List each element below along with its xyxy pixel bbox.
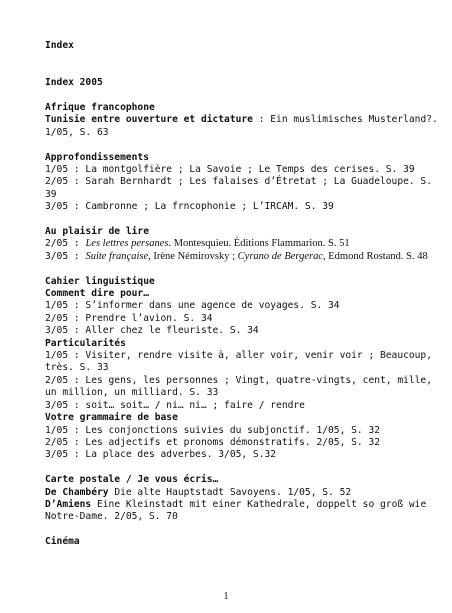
list-item: 3/05 : Cambronne ; La frncophonie ; L’IRCAM. S. 39 <box>45 201 334 213</box>
book-title: Cyrano de Bergerac <box>237 250 324 262</box>
entry-title: De Chambéry <box>45 486 109 498</box>
list-item: 2/05 : Sarah Bernhardt ; Les falaises d’Étretat ; La Guadeloupe. S. 39 <box>45 176 432 200</box>
entry-afrique: Tunisie entre ouverture et dictature : Ein muslimisches Musterland?. 1/05, S. 63 <box>45 114 438 138</box>
document-page <box>45 40 445 549</box>
list-item: 2/05 : Les adjectifs et pronoms démonstratifs. 2/05, S. 32 <box>45 436 381 448</box>
list-item: 3/05 : Suite française, Irène Némirovsky ; Cyrano de Bergerac, Edmond Rostand. S. 48 <box>45 250 428 262</box>
subheading: Votre grammaire de base <box>45 412 178 424</box>
list-item: 2/05 : Les gens, les personnes ; Vingt, quatre-vingts, cent, mille, un million, un milliard. S. 33 <box>45 374 432 399</box>
section-heading-cinema: Cinéma <box>45 536 80 548</box>
section-heading-plaisir: Au plaisir de lire <box>45 226 149 238</box>
list-item: D’Amiens Eine Kleinstadt mit einer Kathedrale, doppelt so groß wie Notre-Dame. 2/05, S. 70 <box>45 498 427 523</box>
entry-title: D’Amiens <box>45 498 92 510</box>
list-item: De Chambéry Die alte Hauptstadt Savoyens. 1/05, S. 52 <box>45 486 352 498</box>
subheading: Comment dire pour… <box>45 288 149 300</box>
list-item: 3/05 : soit… soit… / ni… ni… ; faire / rendre <box>45 399 305 411</box>
section-heading-carte: Carte postale / Je vous écris… <box>45 474 219 486</box>
list-item: 2/05 : Les lettres persanes. Montesquieu. Éditions Flammarion. S. 51 <box>45 238 350 250</box>
list-item: 3/05 : Aller chez le fleuriste. S. 34 <box>45 325 259 337</box>
index-title: Index <box>45 40 74 51</box>
list-item: 1/05 : S’informer dans une agence de voyages. S. 34 <box>45 300 340 312</box>
section-heading-cahier: Cahier linguistique <box>45 275 155 287</box>
book-title: Les lettres persanes <box>85 238 169 250</box>
list-item: 3/05 : La place des adverbes. 3/05, S.32 <box>45 449 277 461</box>
entry-title: Tunisie entre ouverture et dictature <box>45 114 253 126</box>
section-heading-afrique: Afrique francophone <box>45 101 155 113</box>
section-heading-approfondissements: Approfondissements <box>45 151 149 163</box>
subheading: Particularités <box>45 337 126 349</box>
list-item: 1/05 : La montgolfière ; La Savoie ; Le Temps des cerises. S. 39 <box>45 164 415 175</box>
list-item: 1/05 : Les conjonctions suivies du subjonctif. 1/05, S. 32 <box>45 424 381 436</box>
page-number: 1 <box>223 591 229 602</box>
list-item: 1/05 : Visiter, rendre visite à, aller voir, venir voir ; Beaucoup, très. S. 33 <box>45 350 432 374</box>
list-item: 2/05 : Prendre l’avion. S. 34 <box>45 312 213 324</box>
book-title: Suite française <box>85 250 149 262</box>
year-title: Index 2005 <box>45 77 103 89</box>
